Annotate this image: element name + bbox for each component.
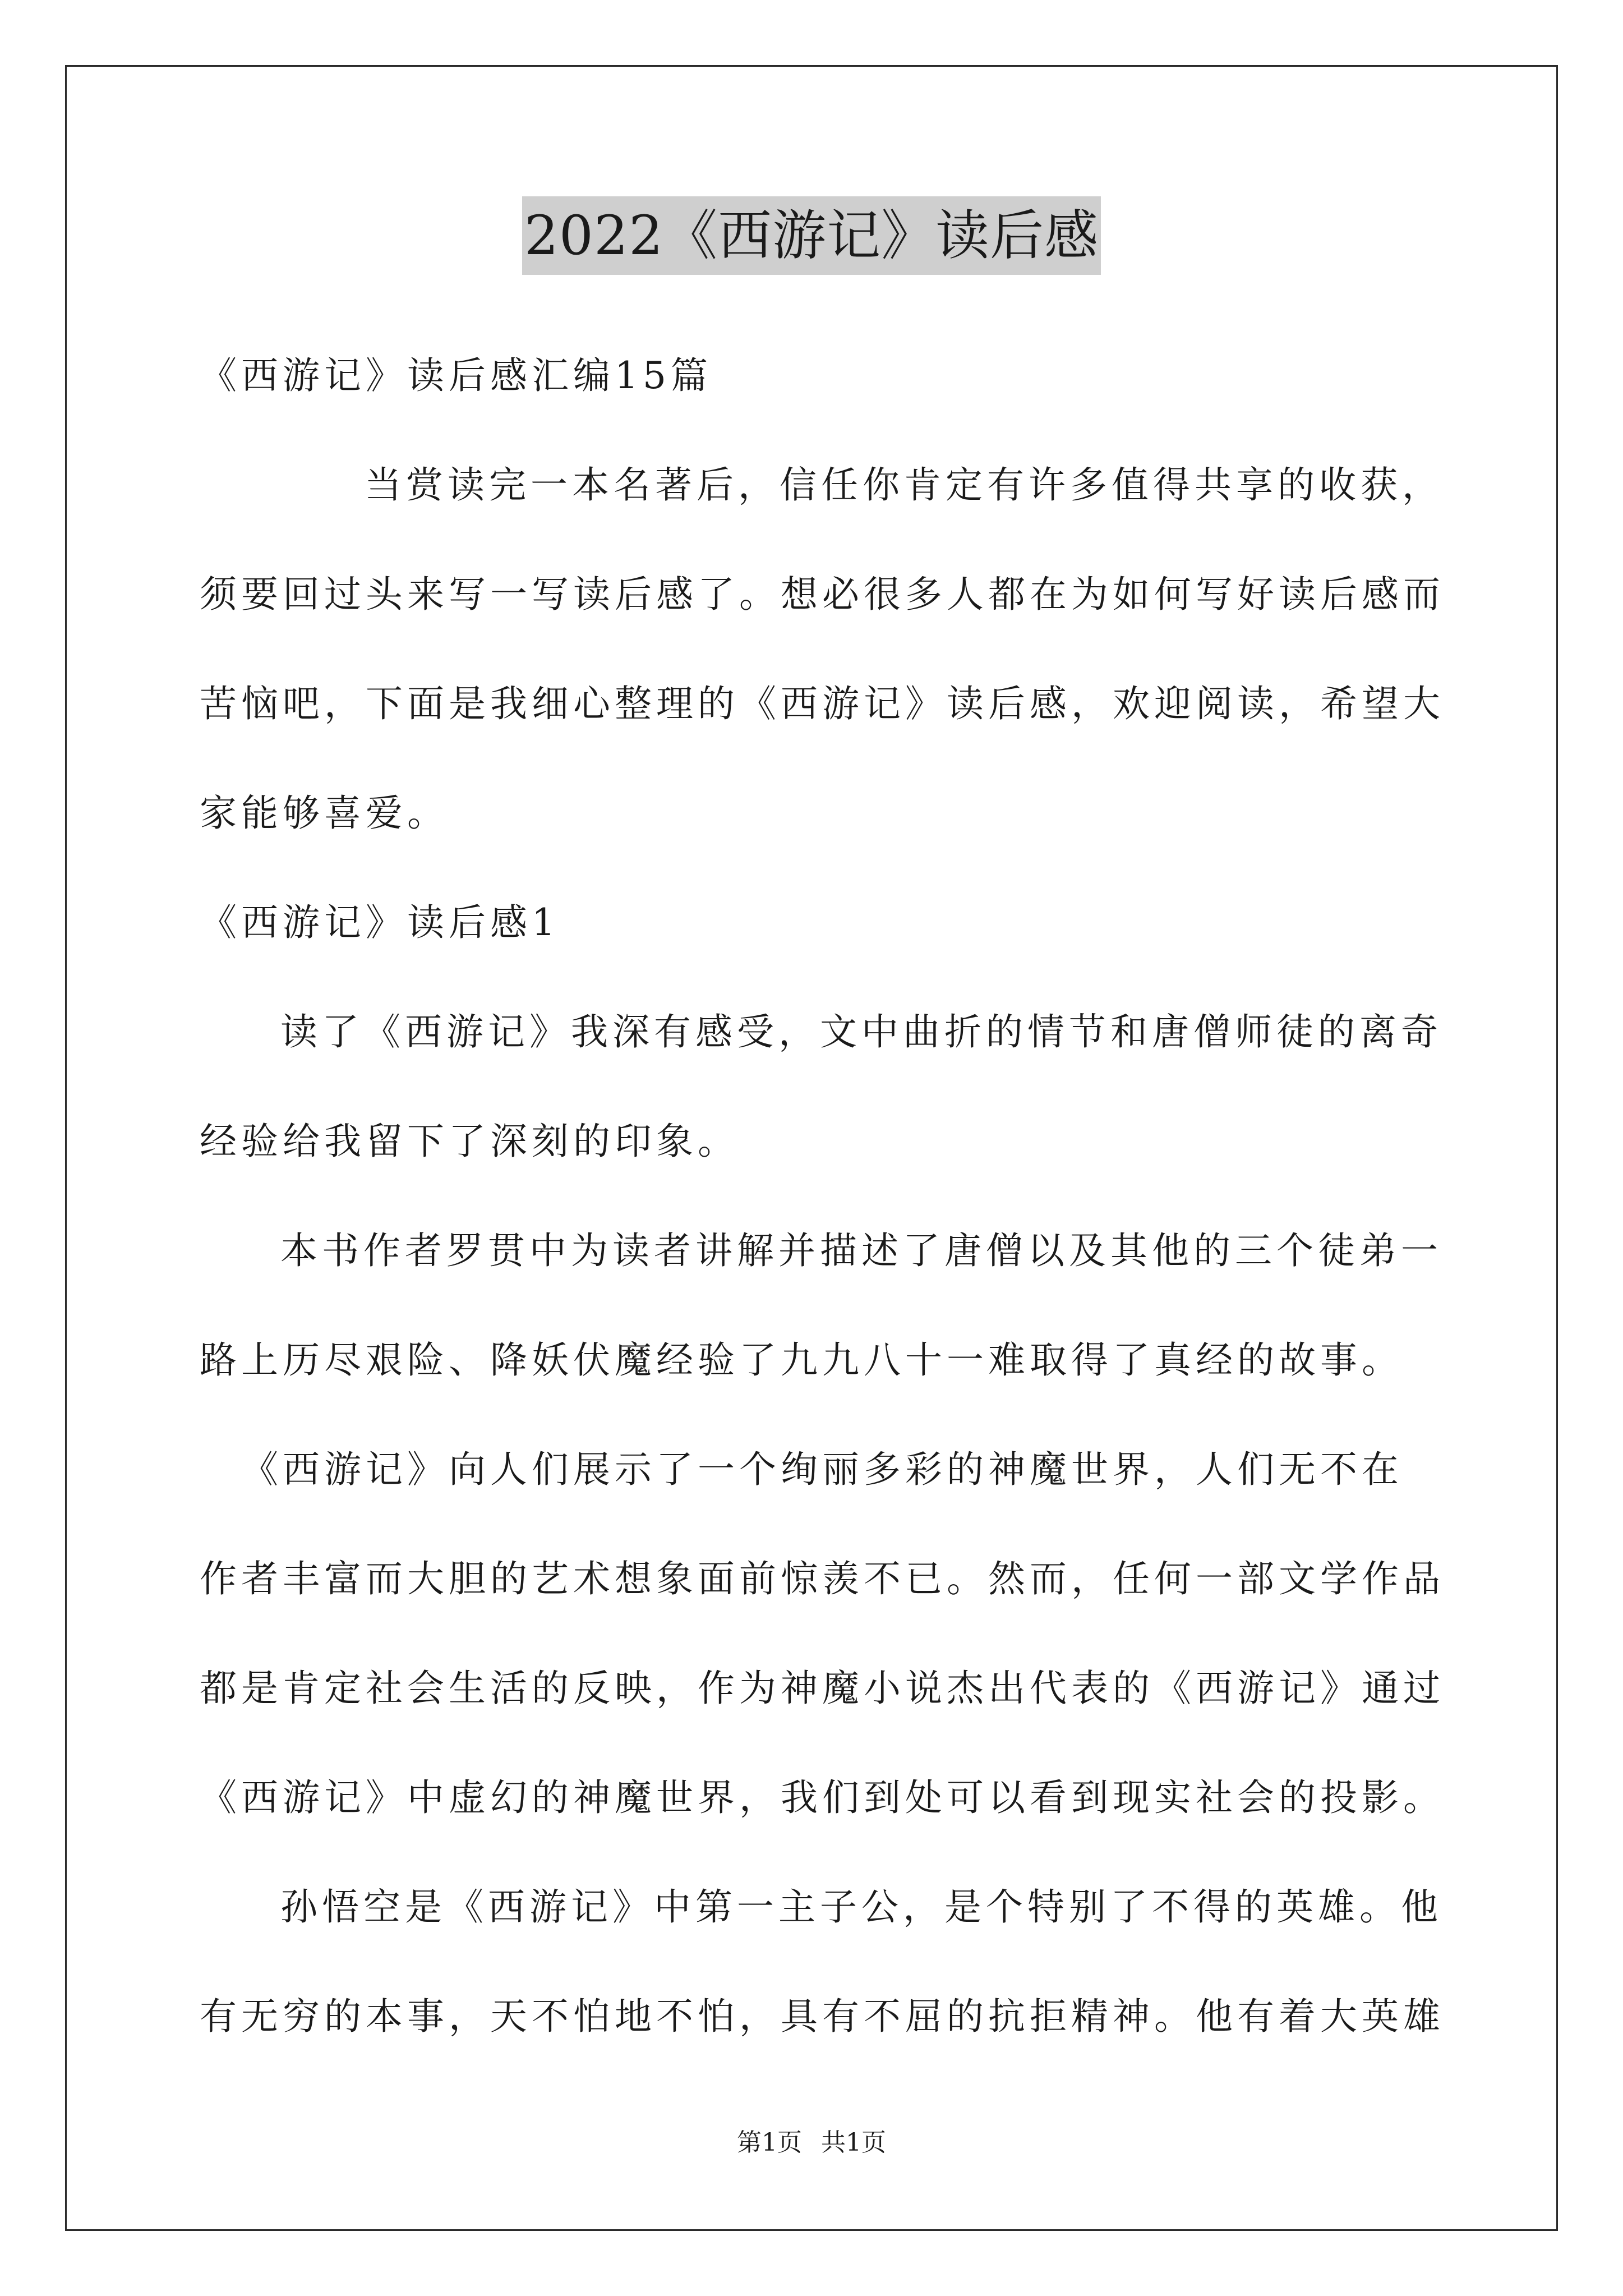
paragraph-line: 路上历尽艰险、降妖伏魔经验了九九八十一难取得了真经的故事。 [200, 1338, 1403, 1382]
page-footer: 第1页 共1页 [737, 2128, 886, 2157]
paragraph-line: 经验给我留下了深刻的印象。 [200, 1120, 739, 1163]
paragraph-line: 有无穷的本事，天不怕地不怕，具有不屈的抗拒精神。他有着大英雄 [200, 1995, 1445, 2038]
paragraph-line: 读了《西游记》我深有感受，文中曲折的情节和唐僧师徒的离奇 [280, 1010, 1442, 1053]
paragraph-line: 家能够喜爱。 [200, 792, 449, 835]
subtitle-line: 《西游记》读后感汇编15篇 [200, 354, 712, 397]
section-heading: 《西游记》读后感1 [200, 901, 560, 944]
document-title: 2022《西游记》读后感 [522, 196, 1101, 275]
paragraph-line: 须要回过头来写一写读后感了。想必很多人都在为如何写好读后感而 [200, 573, 1445, 616]
paragraph-line: 当赏读完一本名著后，信任你肯定有许多值得共享的收获， [365, 463, 1444, 507]
paragraph-line: 《西游记》向人们展示了一个绚丽多彩的神魔世界，人们无不在 [241, 1448, 1403, 1491]
paragraph-line: 都是肯定社会生活的反映，作为神魔小说杰出代表的《西游记》通过 [200, 1667, 1445, 1710]
title-container [0, 196, 1623, 275]
paragraph-line: 苦恼吧，下面是我细心整理的《西游记》读后感，欢迎阅读，希望大 [200, 682, 1445, 725]
paragraph-line: 作者丰富而大胆的艺术想象面前惊羡不已。然而，任何一部文学作品 [200, 1557, 1445, 1600]
paragraph-line: 本书作者罗贯中为读者讲解并描述了唐僧以及其他的三个徒弟一 [280, 1229, 1442, 1272]
paragraph-line: 孙悟空是《西游记》中第一主子公，是个特别了不得的英雄。他 [280, 1885, 1442, 1929]
paragraph-line: 《西游记》中虚幻的神魔世界，我们到处可以看到现实社会的投影。 [200, 1776, 1445, 1819]
